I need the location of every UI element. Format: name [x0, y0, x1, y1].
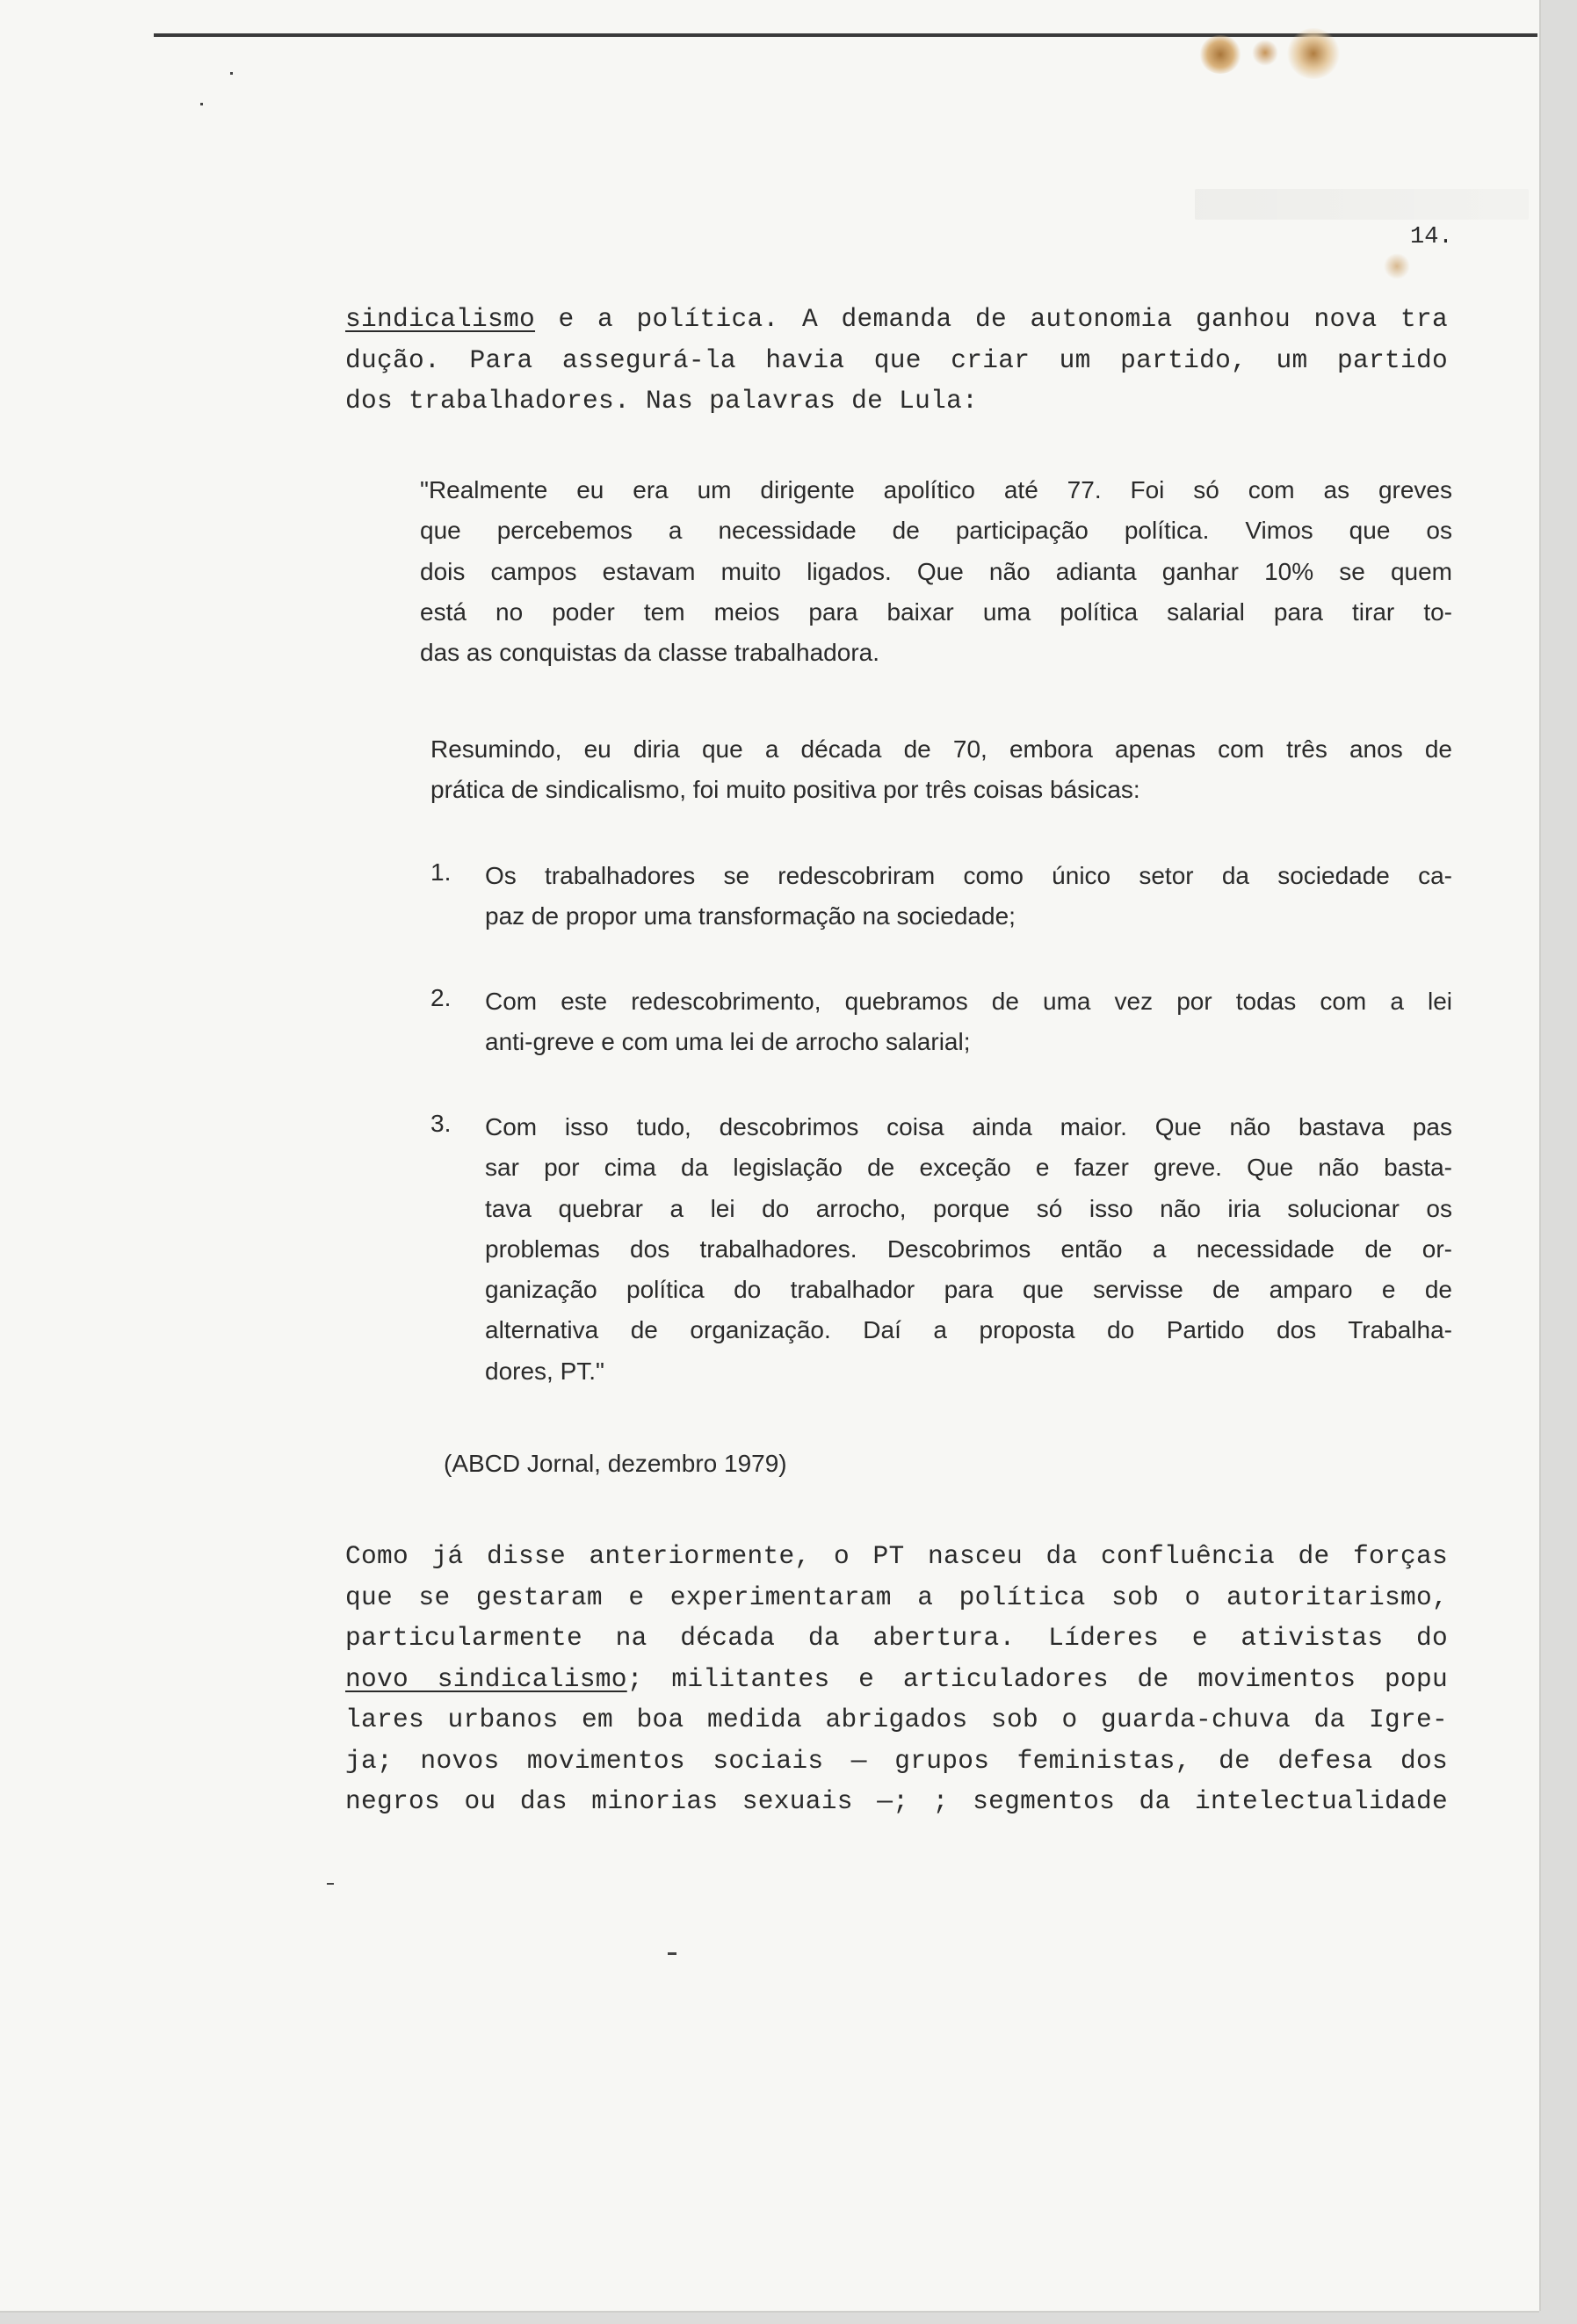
quote-line: que percebemos a necessidade de participação política. Vimos que os — [420, 517, 1452, 545]
paragraph-line: negros ou das minorias sexuais —; ; segmentos da intelectualidade — [345, 1786, 1448, 1816]
list-item-line: ganização política do trabalhador para que servisse de amparo e de — [485, 1276, 1452, 1304]
paragraph-line: que se gestaram e experimentaram a política sob o autoritarismo, — [345, 1582, 1448, 1612]
quote-line: está no poder tem meios para baixar uma política salarial para tirar to- — [420, 597, 1452, 626]
list-item-line: dores, PT." — [485, 1357, 604, 1385]
list-item-line: Com isso tudo, descobrimos coisa ainda maior. Que não bastava pas — [485, 1113, 1452, 1140]
quote-line: dois campos estavam muito ligados. Que não adianta ganhar 10% se quem — [420, 557, 1452, 585]
page-number: 14. — [1410, 224, 1453, 250]
list-item — [485, 856, 1452, 938]
list-item-line: alternativa de organização. Daí a proposta do Partido dos Trabalha- — [485, 1316, 1452, 1344]
list-item-line: problemas dos trabalhadores. Descobrimos então a necessidade de or- — [485, 1234, 1452, 1263]
list-item-line: Com este redescobrimento, quebramos de uma vez por todas com a lei — [485, 988, 1452, 1015]
stain — [1199, 35, 1241, 74]
quote-line: das as conquistas da classe trabalhadora. — [420, 639, 879, 667]
paragraph-1 — [345, 299, 1448, 422]
paragraph-line: dução. Para assegurá-la havia que criar um partido, um partido — [345, 344, 1448, 375]
quote-source: (ABCD Jornal, dezembro 1979) — [444, 1450, 787, 1477]
paragraph-line: dos trabalhadores. Nas palavras de Lula: — [345, 386, 979, 416]
quote-summary — [430, 729, 1452, 811]
stain — [1252, 40, 1278, 66]
paragraph-line: lares urbanos em boa medida abrigados sob o guarda-chuva da Igre- — [345, 1705, 1448, 1734]
underlined-term: novo sindicalismo — [345, 1663, 627, 1694]
stain — [1287, 28, 1340, 79]
paragraph-2 — [345, 1536, 1448, 1822]
list-item-line: sar por cima da legislação de exceção e fazer greve. Que não basta- — [485, 1154, 1452, 1182]
list-number: 1. — [430, 858, 452, 886]
list-item-line: tava quebrar a lei do arrocho, porque só isso não iria solucionar os — [485, 1194, 1452, 1222]
list-item-line: anti-greve e com uma lei de arrocho salarial; — [485, 1028, 971, 1056]
stray-mark — [327, 1883, 334, 1885]
list-item-line: paz de propor uma transformação na sociedade; — [485, 902, 1016, 930]
quote-line: prática de sindicalismo, foi muito positiva por três coisas básicas: — [430, 776, 1140, 804]
paragraph-line: sindicalismo e a política. A demanda de autonomia ganhou nova tra — [345, 304, 1448, 334]
paragraph-line: ja; novos movimentos sociais — grupos feministas, de defesa dos — [345, 1745, 1448, 1776]
quote-line: Resumindo, eu diria que a década de 70, embora apenas com três anos de — [430, 735, 1452, 763]
show-through — [1195, 189, 1529, 220]
paragraph-line: Como já disse anteriormente, o PT nasceu da confluência de forças — [345, 1541, 1448, 1571]
stray-mark — [668, 1952, 676, 1955]
quote-block — [420, 470, 1452, 673]
stain — [1384, 253, 1410, 279]
stray-mark — [200, 103, 203, 105]
list-number: 2. — [430, 984, 452, 1011]
underlined-term: sindicalismo — [345, 304, 536, 334]
list-item — [485, 981, 1452, 1063]
paragraph-line: particularmente na década da abertura. Líderes e ativistas do — [345, 1623, 1448, 1653]
list-item-line: Os trabalhadores se redescobriram como único setor da sociedade ca- — [485, 862, 1452, 889]
quote-line: "Realmente eu era um dirigente apolítico até 77. Foi só com as greves — [420, 476, 1452, 503]
list-number: 3. — [430, 1110, 452, 1137]
stray-mark — [230, 72, 233, 75]
paragraph-line: novo sindicalismo; militantes e articuladores de movimentos popu — [345, 1663, 1448, 1694]
list-item — [485, 1107, 1452, 1392]
